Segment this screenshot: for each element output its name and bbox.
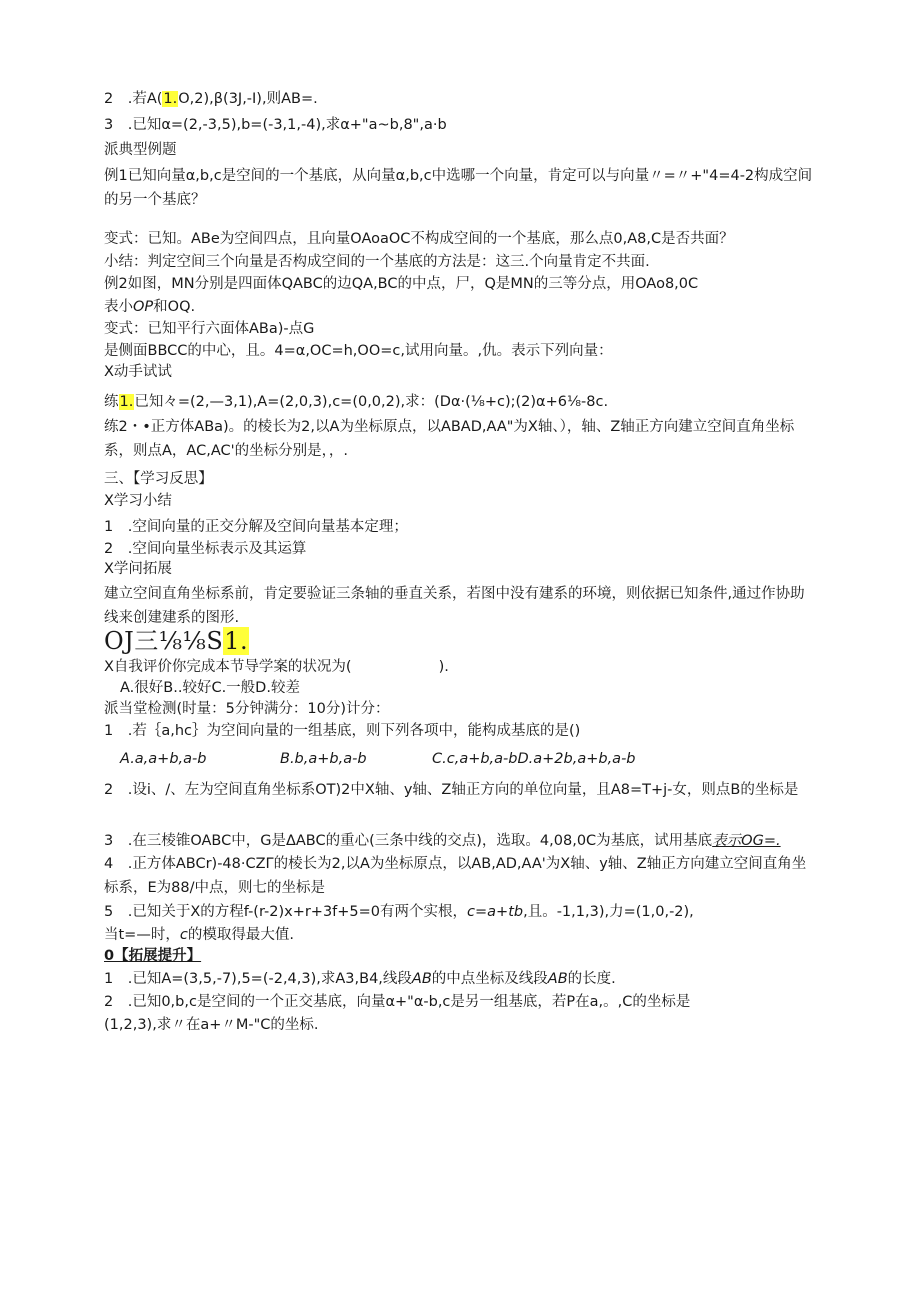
question-line [104,903,816,921]
variant-line: 变式：已知平行六面体ABa)-点G [104,321,315,337]
garbled-heading [104,627,816,655]
highlight-mark: 1. [224,627,249,655]
section-heading: 三、【学习反思】 [104,471,213,487]
question-line: 1 .若｛a,hc｝为空间向量的一组基底，则下列各项中，能构成基底的是() [104,723,581,739]
question-paragraph: 4 .正方体ABCr)-48·CZΓ的棱长为2,以A为坐标原点，以AB,AD,AA'为X轴、y轴、Z轴正方向建立空间直角坐标系，E为88/中点，则七的坐标是 [104,856,807,896]
question-line [104,926,816,944]
option-b: B.b,a+b,a-b [280,751,367,767]
example-line: 例2如图，MN分别是四面体QABC的边QA,BC的中点，尸，Q是MN的三等分点，用OAo8,0C [104,276,699,292]
question-line [104,832,816,850]
text-span: O,2),β(3J,-I),则AB=. [178,91,318,107]
example-line [104,298,816,316]
text-span: OJ三⅛⅛S [104,627,224,655]
section-heading: X学问拓展 [104,561,172,577]
text-span: 和OQ. [153,299,196,315]
exercise-line: 3 .已知α=(2,-3,5),b=(-3,1,-4),求α+"a~b,8",a·b [104,117,447,133]
choice-options: A.很好B..较好C.一般D.较差 [120,680,300,696]
variant-line: 变式：已知。ABe为空间四点，且向量OAoaOC不构成空间的一个基底，那么点0,A8,C是否共面？ [104,231,734,247]
text-span: 3 .在三棱锥OABC中，G是ΔABC的重心(三条中线的交点)，选取。4,08,0C为基底，试用基底 [104,833,713,849]
segment-label: AB [411,971,432,987]
text-span: ,且。-1,1,3),力=(1,0,-2), [523,904,694,920]
practice-line [104,393,816,411]
question-line: (1,2,3),求〃在a+〃M-"C的坐标. [104,1017,319,1033]
option-cd: C.c,a+b,a-bD.a+2b,a+b,a-b [432,751,636,767]
section-heading: X学习小结 [104,493,172,509]
text-span: 已知々=(2,—3,1),A=(2,0,3),c=(0,0,2),求：(Dα·(⅛+c);(2)α+6⅛-8c. [134,394,609,410]
summary-line: 小结：判定空间三个向量是否构成空间的一个基底的方法是：这三.个向量肯定不共面. [104,254,650,270]
highlight-mark: 1. [119,394,134,410]
section-heading: 派典型例题 [104,142,177,158]
option-a: A.a,a+b,a-b [120,751,207,767]
section-heading: 0【拓展提升】 [104,948,202,964]
answer-blank: 表示OG=. [712,833,781,849]
question-line [104,970,816,988]
formula-span: c=a+tb [467,904,524,920]
text-span: 的长度. [567,971,616,987]
section-heading: 派当堂检测(时量：5分钟满分：10分)计分： [104,701,390,717]
vector-label: OP [133,299,154,315]
segment-label: AB [547,971,568,987]
question-paragraph: 2 .设i、/、左为空间直角坐标系OT)2中X轴、y轴、Z轴正方向的单位向量，且A8=T+j-女，则点B的坐标是 [104,782,799,798]
question-line: 2 .已知0,b,c是空间的一个正交基底，向量α+"α-b,c是另一组基底，若P在a,。,C的坐标是 [104,994,691,1010]
text-span: 表小 [104,299,133,315]
extension-paragraph: 建立空间直角坐标系前，肯定要验证三条轴的垂直关系，若图中没有建系的环境，则依据已知条件,通过作协助线来创建建系的图形. [104,586,805,626]
section-heading: X动手试试 [104,364,172,380]
list-item: 1 .空间向量的正交分解及空间向量基本定理； [104,519,408,535]
text-span: 5 .已知关于X的方程f-(r-2)x+r+3f+5=0有两个实根， [104,904,468,920]
formula-span: c [179,927,188,943]
self-eval-line: X自我评价你完成本节导学案的状况为( ). [104,659,449,675]
example-paragraph: 例1已知向量α,b,c是空间的一个基底，从向量α,b,c中选哪一个向量，肯定可以与向量〃=〃+"4=4-2构成空间的另一个基底？ [104,168,813,208]
text-span: 的模取得最大值. [187,927,294,943]
exercise-line [104,90,816,108]
list-item: 2 .空间向量坐标表示及其运算 [104,541,307,557]
practice-paragraph: 练2・•正方体ABa)。的棱长为2,以A为坐标原点，以ABAD,AA"为X轴、），轴、Z轴正方向建立空间直角坐标系，则点A，AC,AC'的坐标分别是，，. [104,419,795,459]
text-span: 2 .若A( [104,91,163,107]
text-span: 当t=—时， [104,927,180,943]
text-span: 的中点坐标及线段 [431,971,548,987]
text-span: 1 .已知A=(3,5,-7),5=(-2,4,3),求A3,B4,线段 [104,971,412,987]
text-span: 练 [104,394,119,410]
highlight-mark: 1. [163,91,178,107]
variant-line: 是侧面BBCC的中心，且。4=α,OC=h,OO=c,试用向量。,仇。表示下列向量： [104,343,613,359]
